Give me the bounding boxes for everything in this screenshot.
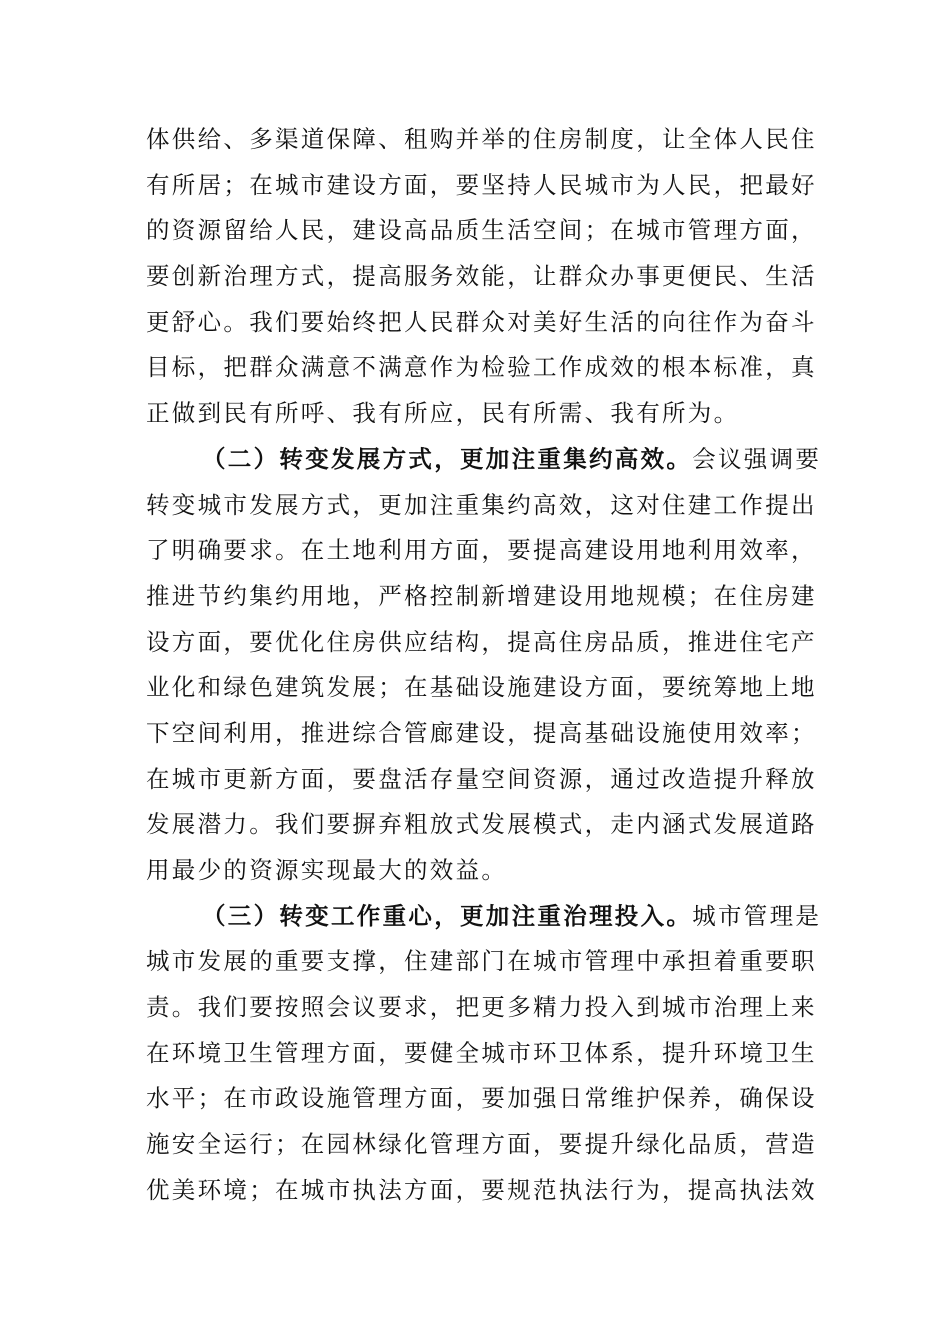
paragraph-line: 正做到民有所呼、我有所应，民有所需、我有所为。 xyxy=(146,399,740,428)
paragraph-line: 责。我们要按照会议要求，把更多精力投入到城市治理上来 xyxy=(146,993,817,1022)
document-body xyxy=(146,117,822,1214)
section-2-first-line xyxy=(146,437,822,483)
paragraph-line: 城市发展的重要支撑，住建部门在城市管理中承担着重要职 xyxy=(146,947,817,976)
paragraph-line: 体供给、多渠道保障、租购并举的住房制度，让全体人民住 xyxy=(146,125,817,153)
paragraph-line: 目标，把群众满意不满意作为检验工作成效的根本标准，真 xyxy=(146,353,817,382)
paragraph-line: 的资源留给人民，建设高品质生活空间；在城市管理方面， xyxy=(146,216,817,245)
paragraph-line: 优美环境；在城市执法方面，要规范执法行为，提高执法效 xyxy=(146,1175,817,1204)
paragraph-line: 设方面，要优化住房供应结构，提高住房品质，推进住宅产 xyxy=(146,627,817,656)
paragraph-line: 推进节约集约用地，严格控制新增建设用地规模；在住房建 xyxy=(146,581,817,610)
paragraph-line: 更舒心。我们要始终把人民群众对美好生活的向往作为奋斗 xyxy=(146,307,817,336)
paragraph-line: 用最少的资源实现最大的效益。 xyxy=(146,856,508,884)
paragraph-line: 在城市更新方面，要盘活存量空间资源，通过改造提升释放 xyxy=(146,764,817,793)
section-2-heading: （二）转变发展方式，更加注重集约高效。 xyxy=(202,444,693,473)
section-3-first-line-text: 城市管理是 xyxy=(692,901,822,930)
section-2-first-line-text: 会议强调要 xyxy=(692,444,822,473)
paragraph-line: 施安全运行；在园林绿化管理方面，要提升绿化品质，营造 xyxy=(146,1130,817,1159)
section-3-first-line xyxy=(146,894,822,940)
paragraph-line: 发展潜力。我们要摒弃粗放式发展模式，走内涵式发展道路 xyxy=(146,810,817,839)
paragraph-line: 在环境卫生管理方面，要健全城市环卫体系，提升环境卫生 xyxy=(146,1038,817,1067)
paragraph-line: 下空间利用，推进综合管廊建设，提高基础设施使用效率； xyxy=(146,718,817,747)
paragraph-line: 要创新治理方式，提高服务效能，让群众办事更便民、生活 xyxy=(146,262,817,291)
paragraph-line: 有所居；在城市建设方面，要坚持人民城市为人民，把最好 xyxy=(146,170,817,199)
paragraph-line: 水平；在市政设施管理方面，要加强日常维护保养，确保设 xyxy=(146,1084,817,1113)
section-3-heading: （三）转变工作重心，更加注重治理投入。 xyxy=(202,901,693,930)
paragraph-line: 了明确要求。在土地利用方面，要提高建设用地利用效率， xyxy=(146,536,817,565)
paragraph-line: 转变城市发展方式，更加注重集约高效，这对住建工作提出 xyxy=(146,490,817,519)
paragraph-line: 业化和绿色建筑发展；在基础设施建设方面，要统筹地上地 xyxy=(146,673,817,702)
